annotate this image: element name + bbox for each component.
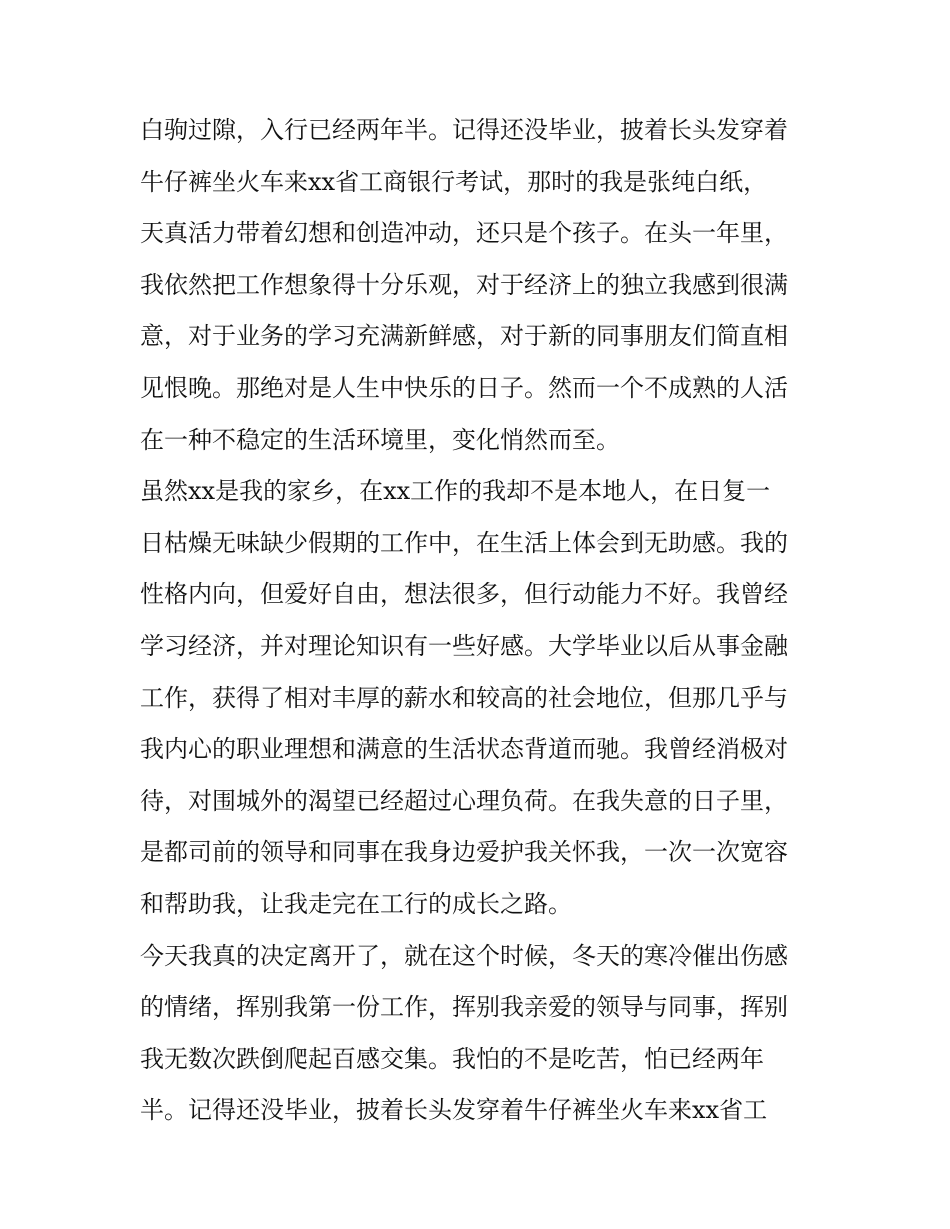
text-line: 性格内向，但爱好自由，想法很多，但行动能力不好。我曾经 bbox=[140, 580, 788, 609]
text-line: 天真活力带着幻想和创造冲动，还只是个孩子。在头一年里， bbox=[140, 219, 788, 248]
text-line: 我依然把工作想象得十分乐观，对于经济上的独立我感到很满 bbox=[140, 270, 788, 299]
text-line: 虽然xx是我的家乡，在xx工作的我却不是本地人，在日复一 bbox=[140, 477, 771, 506]
text-line: 我无数次跌倒爬起百感交集。我怕的不是吃苦，怕已经两年 bbox=[140, 1044, 764, 1073]
text-line: 意，对于业务的学习充满新鲜感，对于新的同事朋友们简直相 bbox=[140, 322, 788, 351]
text-line: 我内心的职业理想和满意的生活状态背道而驰。我曾经消极对 bbox=[140, 735, 788, 764]
text-line: 和帮助我，让我走完在工行的成长之路。 bbox=[140, 889, 572, 918]
text-line: 半。记得还没毕业，披着长头发穿着牛仔裤坐火车来xx省工 bbox=[140, 1096, 768, 1125]
text-line: 今天我真的决定离开了，就在这个时候，冬天的寒冷催出伤感 bbox=[140, 941, 788, 970]
text-line: 的情绪，挥别我第一份工作，挥别我亲爱的领导与同事，挥别 bbox=[140, 993, 788, 1022]
text-line: 牛仔裤坐火车来xx省工商银行考试，那时的我是张纯白纸， bbox=[140, 167, 768, 196]
text-line: 日枯燥无味缺少假期的工作中，在生活上体会到无助感。我的 bbox=[140, 528, 788, 557]
text-line: 学习经济，并对理论知识有一些好感。大学毕业以后从事金融 bbox=[140, 631, 788, 660]
text-line: 见恨晚。那绝对是人生中快乐的日子。然而一个不成熟的人活 bbox=[140, 373, 788, 402]
text-line: 是都司前的领导和同事在我身边爱护我关怀我，一次一次宽容 bbox=[140, 838, 788, 867]
text-line: 白驹过隙，入行已经两年半。记得还没毕业，披着长头发穿着 bbox=[140, 116, 788, 144]
body-text bbox=[140, 105, 830, 1137]
text-line: 工作，获得了相对丰厚的薪水和较高的社会地位，但那几乎与 bbox=[140, 683, 788, 712]
text-line: 待，对围城外的渴望已经超过心理负荷。在我失意的日子里， bbox=[140, 786, 788, 815]
text-line: 在一种不稳定的生活环境里，变化悄然而至。 bbox=[140, 425, 620, 454]
